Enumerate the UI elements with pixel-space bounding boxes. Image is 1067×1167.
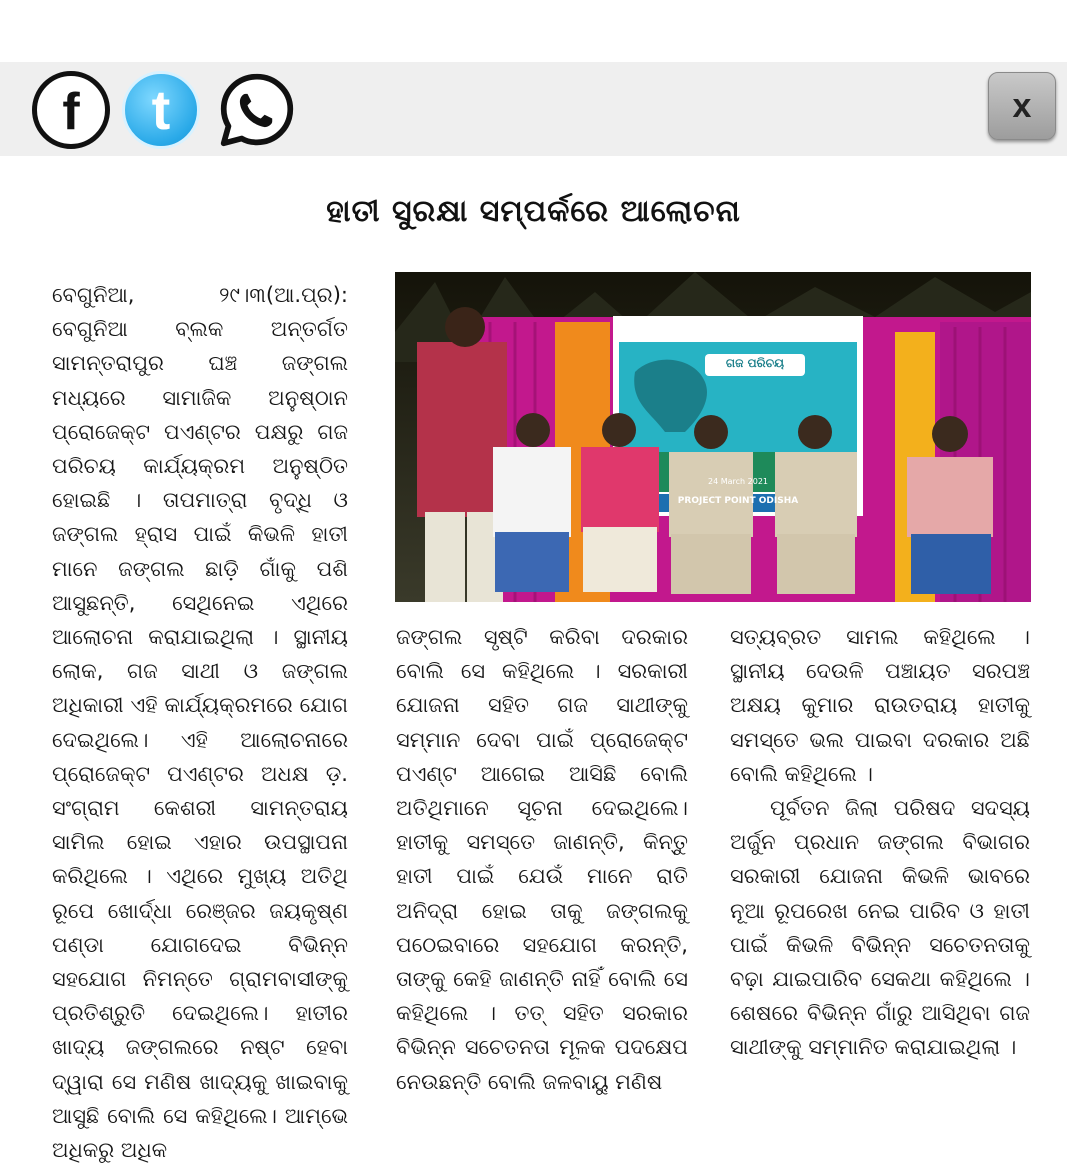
whatsapp-icon: [218, 69, 296, 151]
close-button[interactable]: [988, 72, 1056, 140]
event-stage-illustration: [395, 272, 1031, 602]
facebook-icon: f: [62, 83, 80, 141]
article-column-2: ଜଙ୍ଗଲ ସୃଷ୍ଟି କରିବା ଦରକାର ବୋଲି ସେ କହିଥିଲେ । ସରକାରୀ ଯୋଜନା ସହିତ ଗଜ ସାଥୀଙ୍କୁ ସମ୍ମାନ ଦେବା ପାଇଁ ପ୍ରୋଜେକ୍ଟ ପଏଣ୍ଟ ଆଗେଇ ଆସିଛି ବୋଲି ଅତିଥିମାନେ ସୂଚନା ଦେଇଥିଲେ। ହାତୀକୁ ସମସ୍ତେ ଜାଣନ୍ତି, କିନ୍ତୁ ହାତୀ ପାଇଁ ଯେଉଁ ମାନେ ରାତି ଅନିଦ୍ରା ହୋଇ ତାକୁ ଜଙ୍ଗଲକୁ ପଠେଇବାରେ ସହଯୋଗ କରନ୍ତି, ତାଙ୍କୁ କେହି ଜାଣନ୍ତି ନାହିଁ ବୋଲି ସେ କହିଥିଲେ । ତତ୍ ସହିତ ସରକାର ବିଭିନ୍ନ ସଚେତନତା ମୂଳକ ପଦକ୍ଷେପ ନେଉଛନ୍ତି ବୋଲି ଜଳବାୟୁ ମଣିଷ: [396, 625, 688, 1094]
facebook-share-button[interactable]: [32, 71, 110, 149]
article-column-1: ବେଗୁନିଆ, ୨୯।୩(ଆ.ପ୍ର): ବେଗୁନିଆ ବ୍ଲକ ଅନ୍ତର୍ଗତ ସାମନ୍ତରାପୁର ଘଞ୍ଚ ଜଙ୍ଗଲ ମଧ୍ୟରେ ସାମାଜିକ ଅନୁଷ୍ଠାନ ପ୍ରୋଜେକ୍ଟ ପଏଣ୍ଟର ପକ୍ଷରୁ ଗଜ ପରିଚୟ କାର୍ଯ୍ୟକ୍ରମ ଅନୁଷ୍ଠିତ ହୋଇଛି । ତାପମାତ୍ରା ବୃଦ୍ଧି ଓ ଜଙ୍ଗଲ ହ୍ରାସ ପାଇଁ କିଭଳି ହାତୀ ମାନେ ଜଙ୍ଗଲ ଛାଡ଼ି ଗାଁକୁ ପଶି ଆସୁଛନ୍ତି, ସେଥିନେଇ ଏଥିରେ ଆଲୋଚନା କରାଯାଇଥିଲା । ସ୍ଥାନୀୟ ଲୋକ, ଗଜ ସାଥୀ ଓ ଜଙ୍ଗଲ ଅଧିକାରୀ ଏହି କାର୍ଯ୍ୟକ୍ରମରେ ଯୋଗ ଦେଇଥିଲେ। ଏହି ଆଲୋଚନାରେ ପ୍ରୋଜେକ୍ଟ ପଏଣ୍ଟର ଅଧକ୍ଷ ଡ଼. ସଂଗ୍ରାମ କେଶରୀ ସାମନ୍ତରାୟ ସାମିଲ ହୋଇ ଏହାର ଉପସ୍ଥାପନା କରିଥିଲେ । ଏଥିରେ ମୁଖ୍ୟ ଅତିଥି ରୂପେ ଖୋର୍ଦ୍ଧା ରେଞ୍ଜର ଜୟକୃଷ୍ଣ ପଣ୍ଡା ଯୋଗଦେଇ ବିଭିନ୍ନ ସହଯୋଗ ନିମନ୍ତେ ଗ୍ରାମବାସୀଙ୍କୁ ପ୍ରତିଶ୍ରୁତି ଦେଇଥିଲେ। ହାତୀର ଖାଦ୍ୟ ଜଙ୍ଗଲରେ ନଷ୍ଟ ହେବା ଦ୍ୱାରା ସେ ମଣିଷ ଖାଦ୍ୟକୁ ଖାଇବାକୁ ଆସୁଛି ବୋଲି ସେ କହିଥିଲେ। ଆମ୍ଭେ ଅଧିକରୁ ଅଧିକ: [52, 283, 348, 1163]
article-photo: [395, 272, 1031, 602]
column-3-paragraph-1: ସତ୍ୟବ୍ରତ ସାମଲ କହିଥିଲେ । ସ୍ଥାନୀୟ ଦେଉଳି ପଞ୍ଚାୟତ ସରପଞ୍ଚ ଅକ୍ଷୟ କୁମାର ରାଉତରାୟ ହାତୀକୁ ସମସ୍ତେ ଭଲ ପାଇବା ଦରକାର ଅଛି ବୋଲି କହିଥିଲେ ।: [730, 625, 1030, 786]
whatsapp-share-button[interactable]: [218, 71, 296, 149]
twitter-icon: t: [151, 77, 171, 141]
banner-title: ଗଜ ପରିଚୟ: [725, 356, 785, 370]
article-column-3: [730, 620, 1030, 1065]
article-headline: ହାତୀ ସୁରକ୍ଷା ସମ୍ପର୍କରେ ଆଲୋଚନା: [326, 194, 741, 229]
close-icon: x: [1012, 86, 1032, 125]
banner-date: 24 March 2021: [707, 477, 768, 486]
column-3-paragraph-2: ପୂର୍ବତନ ଜିଲା ପରିଷଦ ସଦସ୍ୟ ଅର୍ଜୁନ ପ୍ରଧାନ ଜଙ୍ଗଲ ବିଭାଗର ସରକାରୀ ଯୋଜନା କିଭଳି ଭାବରେ ନୂଆ ରୂପରେଖ ନେଇ ପାରିବ ଓ ହାତୀ ପାଇଁ କିଭଳି ବିଭିନ୍ନ ସଚେତନତାକୁ ବଢ଼ା ଯାଇପାରିବ ସେକଥା କହିଥିଲେ । ଶେଷରେ ବିଭିନ୍ନ ଗାଁରୁ ଆସିଥିବା ଗଜ ସାଥୀଙ୍କୁ ସମ୍ମାନିତ କରାଯାଇଥିଲା ।: [730, 796, 1030, 1060]
twitter-share-button[interactable]: [122, 71, 200, 149]
banner-footer: PROJECT POINT ODISHA: [677, 496, 799, 506]
